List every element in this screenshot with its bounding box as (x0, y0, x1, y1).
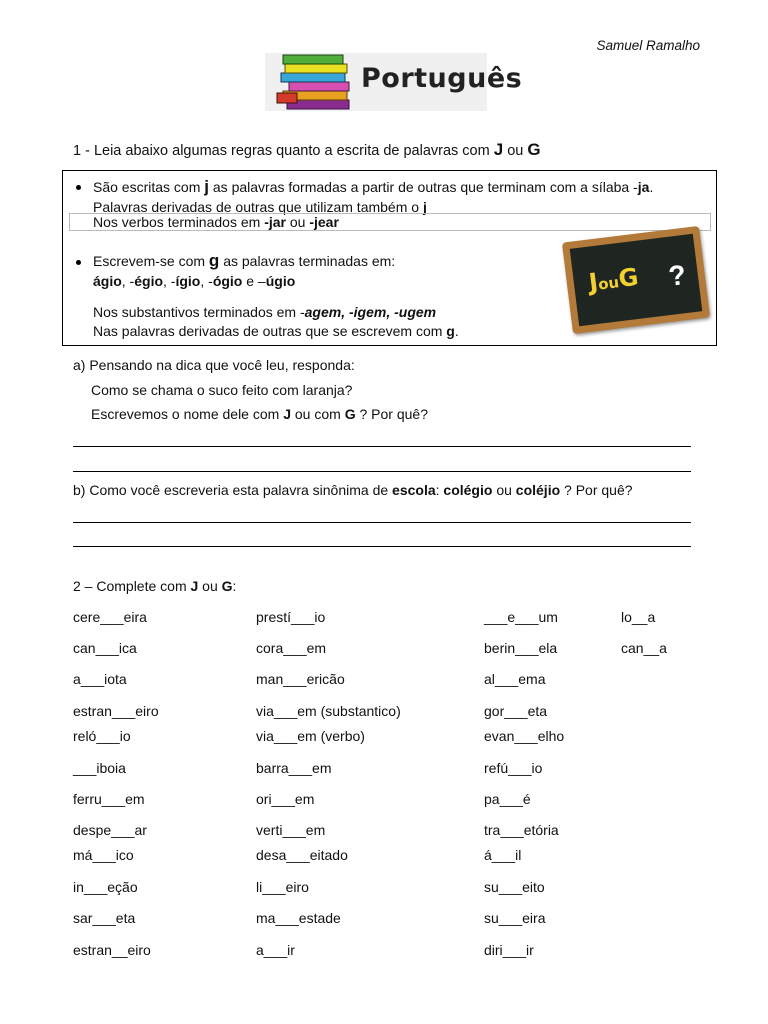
question-2-heading: 2 – Complete com J ou G: (73, 578, 237, 594)
question-a: a) Pensando na dica que você leu, responda: (73, 357, 355, 373)
fill-in-word[interactable]: barra___em (256, 760, 332, 776)
fill-in-word[interactable]: desa___eitado (256, 847, 348, 863)
fill-in-word[interactable]: ___iboia (73, 760, 126, 776)
fill-in-word[interactable]: verti___em (256, 822, 326, 838)
fill-in-word[interactable]: ori___em (256, 791, 315, 807)
fill-in-word[interactable]: a___ir (256, 942, 295, 958)
fill-in-word[interactable]: pa___é (484, 791, 531, 807)
rule-6: Nos substantivos terminados em -agem, -igem, -ugem (93, 304, 437, 320)
fill-in-word[interactable]: ma___estade (256, 910, 341, 926)
fill-in-word[interactable]: diri___ir (484, 942, 534, 958)
fill-in-word[interactable]: cere___eira (73, 609, 147, 625)
rule-3: Nos verbos terminados em -jar ou -jear (93, 214, 339, 230)
fill-in-word[interactable]: su___eira (484, 910, 546, 926)
rule-2: Palavras derivadas de outras que utilizam também o j (93, 199, 427, 215)
rule-7: Nas palavras derivadas de outras que se escrevem com g. (93, 323, 459, 339)
j-ou-g-chalkboard: JouG ? (562, 226, 710, 334)
question-1-heading: 1 - Leia abaixo algumas regras quanto a escrita de palavras com J ou G (73, 140, 541, 159)
bullet (76, 185, 81, 190)
fill-in-word[interactable]: can___ica (73, 640, 137, 656)
fill-in-word[interactable]: berin___ela (484, 640, 558, 656)
fill-in-word[interactable]: li___eiro (256, 879, 309, 895)
fill-in-word[interactable]: man___ericão (256, 671, 345, 687)
question-a-line-2: Como se chama o suco feito com laranja? (91, 382, 353, 398)
rule-4: Escrevem-se com g as palavras terminadas em: (93, 251, 396, 270)
question-b: b) Como você escreveria esta palavra sinônima de escola: colégio ou coléjio ? Por quê? (73, 482, 633, 498)
fill-in-word[interactable]: refú___io (484, 760, 543, 776)
fill-in-word[interactable]: ___e___um (484, 609, 558, 625)
fill-in-word[interactable]: má___ico (73, 847, 134, 863)
author-name: Samuel Ramalho (596, 38, 700, 53)
fill-in-word[interactable]: su___eito (484, 879, 545, 895)
rules-box (62, 170, 717, 346)
fill-in-word[interactable]: gor___eta (484, 703, 548, 719)
fill-in-word[interactable]: via___em (verbo) (256, 728, 365, 744)
rule-1: São escritas com j as palavras formadas a partir de outras que terminam com a sílaba -ja. (93, 177, 654, 196)
question-a-line-3: Escrevemos o nome dele com J ou com G ? Por quê? (91, 406, 428, 422)
fill-in-word[interactable]: lo__a (621, 609, 656, 625)
fill-in-word[interactable]: estran___eiro (73, 703, 159, 719)
fill-in-word[interactable]: via___em (substantico) (256, 703, 401, 719)
fill-in-word[interactable]: cora___em (256, 640, 327, 656)
fill-in-word[interactable]: in___eção (73, 879, 138, 895)
fill-in-word[interactable]: tra___etória (484, 822, 559, 838)
answer-line[interactable] (73, 522, 691, 523)
portugues-banner (265, 53, 523, 111)
fill-in-word[interactable]: ferru___em (73, 791, 145, 807)
fill-in-word[interactable]: can__a (621, 640, 667, 656)
rule-5: ágio, -égio, -ígio, -ógio e –úgio (93, 273, 296, 289)
fill-in-word[interactable]: prestí___io (256, 609, 326, 625)
fill-in-word[interactable]: estran__eiro (73, 942, 151, 958)
answer-line[interactable] (73, 471, 691, 472)
fill-in-word[interactable]: sar___eta (73, 910, 136, 926)
fill-in-word[interactable]: á___il (484, 847, 522, 863)
fill-in-word[interactable]: reló___io (73, 728, 131, 744)
fill-in-word[interactable]: a___iota (73, 671, 127, 687)
answer-line[interactable] (73, 446, 691, 447)
fill-in-word[interactable]: al___ema (484, 671, 546, 687)
banner-title: Português (361, 63, 523, 94)
answer-line[interactable] (73, 546, 691, 547)
books-stack-icon (265, 53, 357, 111)
fill-in-word[interactable]: despe___ar (73, 822, 147, 838)
fill-in-word[interactable]: evan___elho (484, 728, 565, 744)
bullet (76, 260, 81, 265)
